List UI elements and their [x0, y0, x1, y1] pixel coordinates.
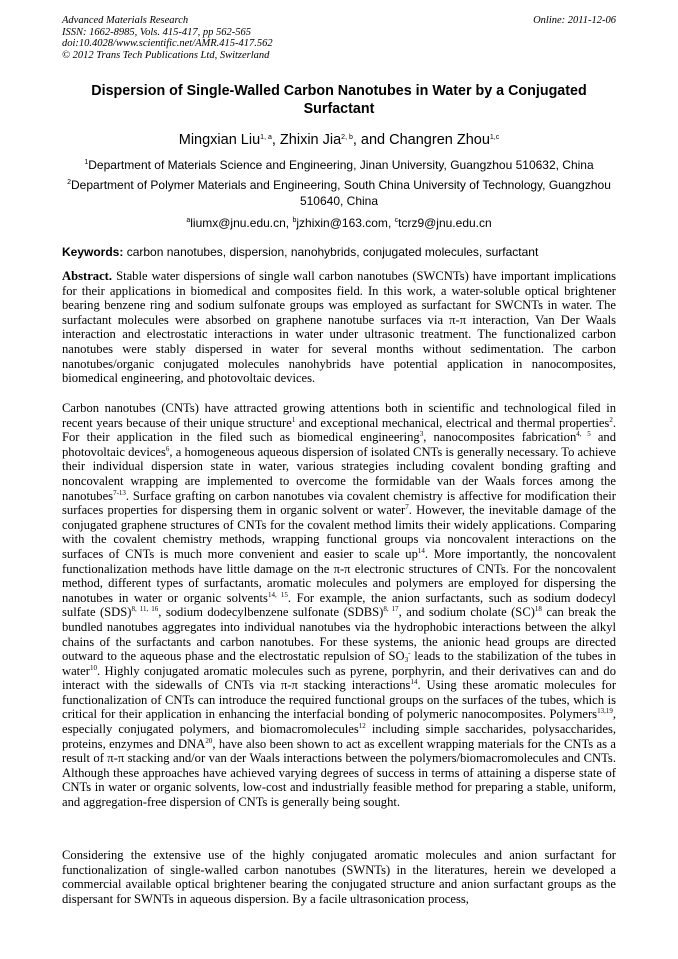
affiliation-mark: 2	[67, 179, 72, 186]
paragraph-text-run: . Surface grafting on carbon nanotubes via covalent chemistry is affective for modification their surfaces properties for dispersing them in organic solvent or water	[62, 488, 616, 518]
citation-superscript: 14	[417, 546, 425, 555]
email-mark: b	[292, 217, 297, 224]
author-affiliation-mark: 1,c	[489, 134, 500, 141]
author-list	[62, 131, 616, 149]
citation-superscript: 14, 15	[267, 590, 288, 599]
paragraph-text-run: and exceptional mechanical, electrical and thermal properties	[295, 415, 610, 430]
author-separator: , and	[352, 132, 390, 148]
citation-superscript: 8, 17	[383, 605, 399, 614]
paragraph-text-run: , have also been shown to act as excellent wrapping materials for the CNTs as a result of π-π stacking and/or van der Waals interactions between the polymers/biomacromolecules and CNTs. Although these approaches have achieved varying degrees of success in terms of attaining a disperse state of CNTs in water or organic solvents, low-cost and industrially feasible method for preparing a stable, uniform, and aggregation-free dispersion of CNTs is generally being sought.	[62, 736, 616, 810]
journal-header	[62, 15, 273, 61]
citation-superscript: 4, 5	[576, 430, 591, 439]
email-link[interactable]: tcrz9@jnu.edu.cn	[398, 216, 492, 230]
author-separator: ,	[271, 132, 280, 148]
affiliation-mark: 1	[84, 159, 89, 166]
paragraph-text-run: , nanocomposites fabrication	[423, 430, 577, 445]
keywords-label: Keywords:	[62, 245, 124, 259]
email-mark: a	[186, 217, 191, 224]
citation-superscript: 14	[410, 678, 418, 687]
affiliation-2	[62, 177, 616, 209]
author-affiliation-mark: 2, b	[341, 134, 353, 141]
keywords	[62, 244, 616, 260]
paragraph-text-run: including simple saccharides, polysaccharides, proteins, enzymes and DNA	[62, 722, 616, 751]
email-link[interactable]: liumx@jnu.edu.cn	[190, 216, 286, 230]
citation-superscript: 1	[291, 415, 296, 424]
paragraph-text-run: . Highly conjugated aromatic molecules such as pyrene, porphyrin, and their derivatives can and do interact with the sidewalls of CNTs via π-π stacking interactions	[62, 663, 616, 693]
paper-title: Dispersion of Single-Walled Carbon Nanotubes in Water by a Conjugated Surfactant	[91, 83, 587, 117]
author-affiliation-mark: 1, a	[260, 134, 272, 141]
paragraph-text-run: . For their application in the filed such as biomedical engineering	[62, 415, 616, 445]
citation-superscript: -	[408, 649, 411, 658]
author-name: Zhixin Jia	[279, 132, 342, 148]
intro-paragraph-1	[62, 401, 616, 810]
citation-superscript: 8, 11, 16	[131, 605, 159, 614]
paragraph-text-run: , and sodium cholate (SC)	[398, 605, 535, 620]
paragraph-text-run: and photovoltaic devices	[62, 430, 617, 459]
paragraph-text-run: . For example, the anion surfactants, such as sodium dodecyl sulfate (SDS)	[62, 590, 616, 620]
journal-issn: ISSN: 1662-8985, Vols. 415-417, pp 562-565	[62, 26, 251, 38]
author-name: Mingxian Liu	[178, 132, 261, 148]
citation-superscript: 7	[405, 503, 409, 512]
citation-superscript: 10	[89, 663, 97, 672]
abstract-label: Abstract.	[62, 269, 113, 283]
paragraph-text-run: leads to the stabilization of the tubes in water	[62, 649, 616, 678]
paragraph-text-run: Carbon nanotubes (CNTs) have attracted growing attentions both in scientific and technological filed in recent years because of their unique structure	[62, 401, 616, 430]
chemical-subscript: 3	[404, 656, 409, 665]
citation-superscript: 7-13	[113, 488, 126, 497]
abstract-text: Stable water dispersions of single wall carbon nanotubes (SWCNTs) have important implications for their applications in biomedical and composites field. In this work, a water-soluble optical brightener bearing benzene ring and sodium sulfonate groups was employed as surfactant for SWCNTs in water. The surfactant molecules were absorbed on graphene nanotube surfaces via π-π interaction, Van Der Waals interaction and electrostatic interactions in water under ultrasonic treatment. The functionalized carbon nanotubes were stably dispersed in water for several months without sedimentation. The carbon nanotubes/organic conjugated molecules nanohybrids have potential application in nanocomposites, biomedical engineering, and photovoltaic devices.	[62, 269, 616, 386]
paragraph-text-run: , especially conjugated polymers, and biomacromolecules	[62, 707, 616, 737]
abstract	[62, 269, 616, 386]
intro-paragraph-2: Considering the extensive use of the highly conjugated aromatic molecules and anion surfactant for functionalization of single-walled carbon nanotubes (SWNTs) in the literatures, herein we developed a commercial available optical brightener bearing the conjugated structure and anion surfactant groups as the dispersant for SWNTs in aqueous dispersion. By a facile ultrasonication process,	[62, 848, 616, 906]
citation-superscript: 20	[205, 736, 213, 745]
affiliation-text: Department of Materials Science and Engineering, Jinan University, Guangzhou 510632, China	[88, 158, 594, 172]
author-name: Changren Zhou	[389, 132, 490, 148]
paragraph-text-run: , a homogeneous aqueous dispersion of isolated CNTs is generally necessary. To achieve their individual dispersion state in water, various strategies including covalent bonding grafting and noncovalent wrapping are implemented to overcome the formidable van der Waals forces among the nanotubes	[62, 444, 616, 503]
citation-superscript: 6	[165, 444, 170, 453]
online-date: Online: 2011-12-06	[533, 15, 616, 26]
paragraph-text-run: , sodium dodecylbenzene sulfonate (SDBS)	[158, 605, 384, 620]
citation-superscript: 2	[609, 415, 613, 424]
citation-superscript: 18	[534, 605, 542, 614]
paragraph-text-run: can break the bundled nanotubes aggregates into individual nanotubes via the hydrophobic interactions between the alkyl chains of the surfactants and carbon nanotubes. For these systems, the anionic head groups are directed outward to the aqueous phase and the electrostatic repulsion of SO	[62, 605, 617, 664]
paragraph-text-run: . However, the inevitable damage of the conjugated graphene structures of CNTs for the covalent method limits their widely applications. Comparing with the covalent chemistry methods, wrapping functional groups via noncovalent interactions on the surfaces of CNTs is much more convenient and easier to scale up	[62, 503, 616, 561]
affiliation-text: Department of Polymer Materials and Engineering, South China University of Technology, Guangzhou 510640, China	[71, 178, 611, 208]
affiliation-1	[62, 157, 616, 173]
citation-superscript: 12	[358, 722, 366, 731]
author-emails: $^a$liumx@jnu.edu.cn, $^b$jzhixin@163.com, $^c$tcrz9@jnu.edu.cn	[186, 216, 492, 230]
journal-doi: doi:10.4028/www.scientific.net/AMR.415-417.562	[62, 38, 273, 50]
journal-copyright: © 2012 Trans Tech Publications Ltd, Switzerland	[62, 49, 270, 61]
paragraph-text-run: . More importantly, the noncovalent functionalization methods have little damage on the π-π electronic structures of CNTs. For the noncovalent method, different types of surfactants, aromatic molecules and polymers are employed for dispersing the nanotubes in water or organic solvents	[62, 546, 616, 605]
citation-superscript: 3	[419, 430, 424, 439]
email-mark: c	[394, 217, 399, 224]
journal-name: Advanced Materials Research	[62, 15, 189, 26]
email-link[interactable]: jzhixin@163.com	[296, 216, 388, 230]
citation-superscript: 13,19	[597, 707, 613, 716]
keywords-text: carbon nanotubes, dispersion, nanohybrids, conjugated molecules, surfactant	[126, 245, 539, 259]
paragraph-text-run: . Using these aromatic molecules for functionalization of CNTs can introduce the required functional groups on the surfaces of the tubes, which is critical for their application in enhancing the interfacial bonding of polymeric nanocomposites. Polymers	[62, 678, 617, 722]
